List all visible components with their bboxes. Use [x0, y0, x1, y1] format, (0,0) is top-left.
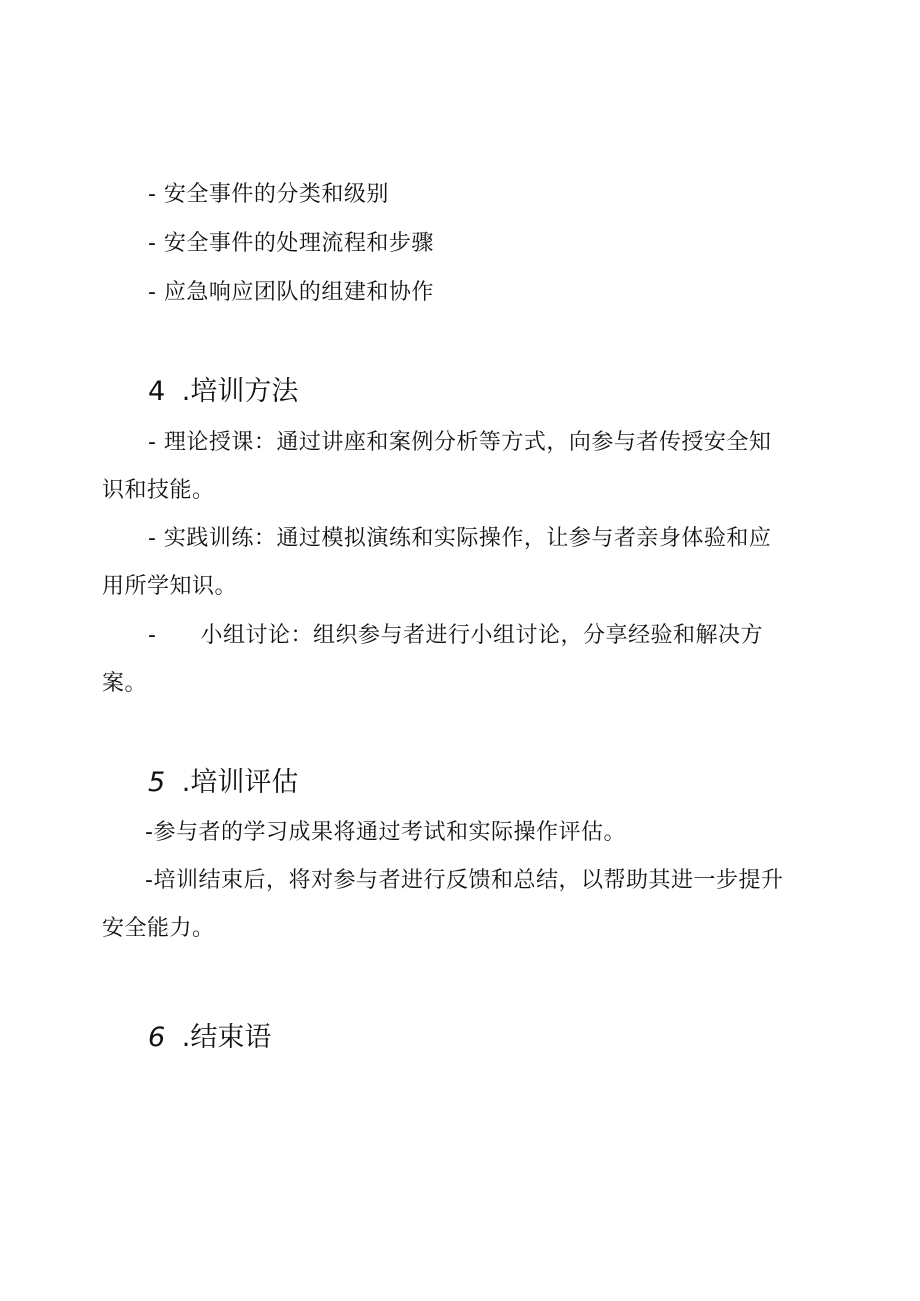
method-item-line — [148, 621, 763, 651]
method-item-line: 案。 — [102, 671, 148, 696]
section-heading-conclusion — [148, 1021, 271, 1055]
method-item-text: 小组讨论：组织参与者进行小组讨论，分享经验和解决方 — [200, 623, 763, 648]
section-title: .培训方法 — [181, 376, 299, 407]
topic-item: - 安全事件的分类和级别 — [148, 182, 389, 207]
section-number: 5 — [148, 767, 166, 798]
topic-item: - 应急响应团队的组建和协作 — [148, 280, 434, 305]
evaluation-item-line: -培训结束后，将对参与者进行反馈和总结，以帮助其进一步提升 — [145, 868, 784, 893]
method-item-line: 用所学知识。 — [102, 574, 238, 599]
method-item-line: 识和技能。 — [102, 478, 215, 503]
topic-item: - 安全事件的处理流程和步骤 — [148, 231, 434, 256]
evaluation-item-line: 安全能力。 — [102, 916, 215, 941]
section-heading-training-methods — [148, 375, 298, 409]
section-title: .结束语 — [181, 1022, 272, 1053]
evaluation-item-line: -参与者的学习成果将通过考试和实际操作评估。 — [145, 820, 626, 845]
list-dash: - — [148, 623, 157, 648]
section-heading-training-evaluation — [148, 766, 298, 800]
method-item-line: - 实践训练：通过模拟演练和实际操作，让参与者亲身体验和应 — [148, 526, 772, 551]
section-number: 4 — [148, 376, 166, 407]
section-title: .培训评估 — [181, 767, 299, 798]
section-number: 6 — [148, 1022, 166, 1053]
method-item-line: - 理论授课：通过讲座和案例分析等方式，向参与者传授安全知 — [148, 430, 772, 455]
